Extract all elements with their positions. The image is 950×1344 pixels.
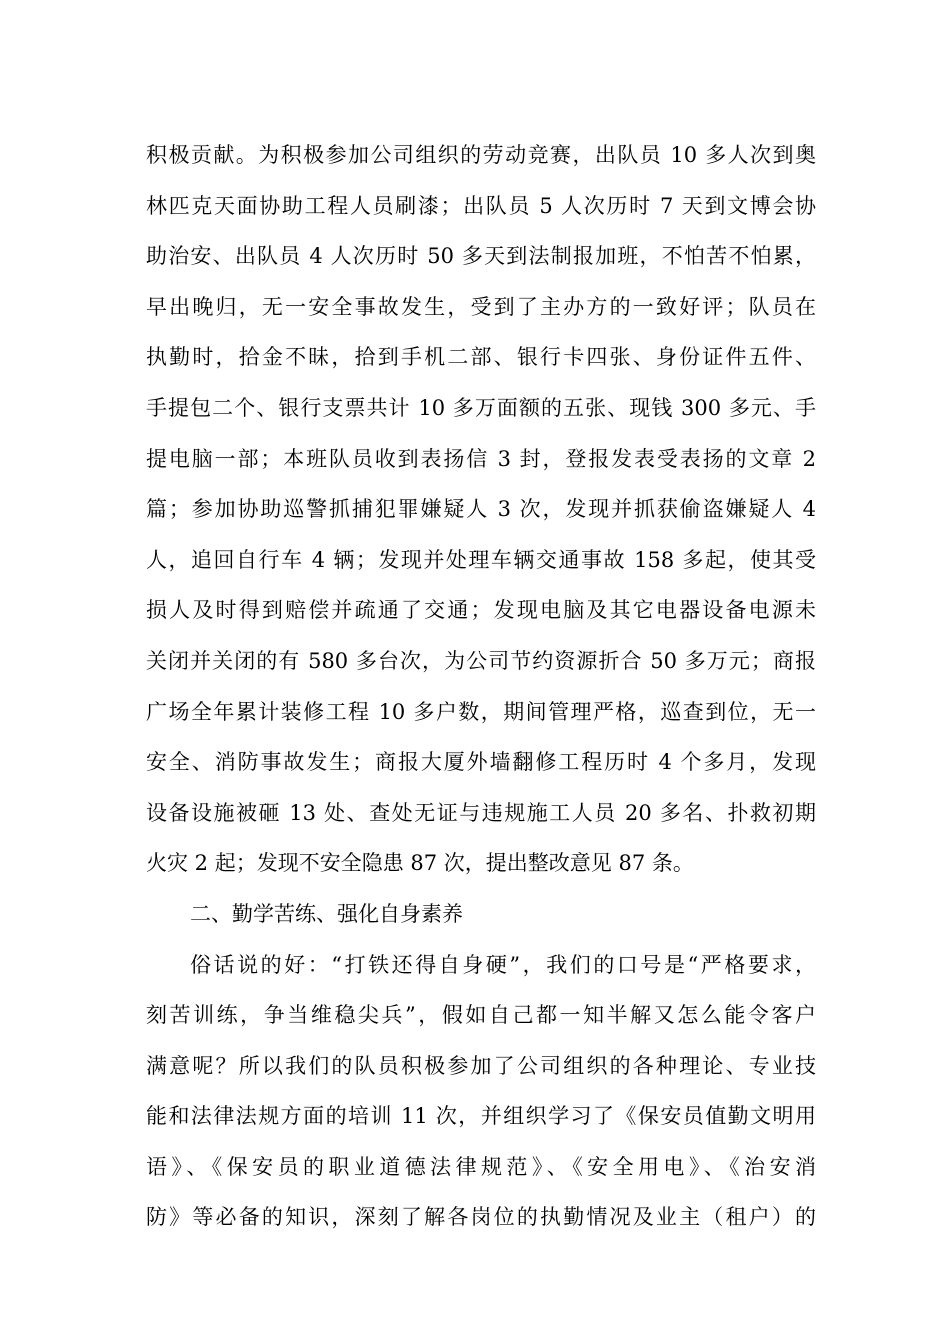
text-line: 安全、消防事故发生；商报大厦外墙翻修工程历时 4 个多月，发现 xyxy=(146,750,816,775)
text-line: 篇；参加协助巡警抓捕犯罪嫌疑人 3 次，发现并抓获偷盗嫌疑人 4 xyxy=(146,497,816,522)
text-line: 刻苦训练，争当维稳尖兵”，假如自己都一知半解又怎么能令客户 xyxy=(146,1003,816,1028)
text-line: 积极贡献。为积极参加公司组织的劳动竞赛，出队员 10 多人次到奥 xyxy=(146,143,816,167)
text-line: 能和法律法规方面的培训 11 次，并组织学习了《保安员值勤文明用 xyxy=(146,1104,816,1129)
text-line: 人，追回自行车 4 辆；发现并处理车辆交通事故 158 多起，使其受 xyxy=(146,547,816,572)
text-line: 防》等必备的知识，深刻了解各岗位的执勤情况及业主（租户）的 xyxy=(146,1205,816,1230)
text-line: 广场全年累计装修工程 10 多户数，期间管理严格，巡查到位，无一 xyxy=(146,699,816,724)
text-line: 设备设施被砸 13 处、查处无证与违规施工人员 20 多名、扑救初期 xyxy=(146,800,816,825)
text-line: 语》、《保安员的职业道德法律规范》、《安全用电》、《治安消 xyxy=(146,1154,816,1179)
body-text xyxy=(146,130,816,1243)
text-line: 满意呢？所以我们的队员积极参加了公司组织的各种理论、专业技 xyxy=(146,1053,816,1078)
section-heading: 二、勤学苦练、强化自身素养 xyxy=(190,901,463,926)
text-line: 提电脑一部；本班队员收到表扬信 3 封，登报发表受表扬的文章 2 xyxy=(146,446,816,471)
text-line: 林匹克天面协助工程人员刷漆；出队员 5 人次历时 7 天到文博会协 xyxy=(146,193,816,218)
text-line: 助治安、出队员 4 人次历时 50 多天到法制报加班，不怕苦不怕累， xyxy=(146,244,816,269)
text-line: 早出晚归，无一安全事故发生，受到了主办方的一致好评；队员在 xyxy=(146,294,816,319)
text-line: 执勤时，拾金不昧，拾到手机二部、银行卡四张、身份证件五件、 xyxy=(146,345,816,370)
text-line: 损人及时得到赔偿并疏通了交通；发现电脑及其它电器设备电源未 xyxy=(146,598,816,623)
paragraph-first-line: 俗话说的好：“打铁还得自身硬”，我们的口号是“严格要求， xyxy=(190,952,816,977)
text-line: 关闭并关闭的有 580 多台次，为公司节约资源折合 50 多万元；商报 xyxy=(146,648,816,673)
text-line: 手提包二个、银行支票共计 10 多万面额的五张、现钱 300 多元、手 xyxy=(146,395,816,420)
paragraph-last-line: 火灾 2 起；发现不安全隐患 87 次，提出整改意见 87 条。 xyxy=(146,851,694,876)
